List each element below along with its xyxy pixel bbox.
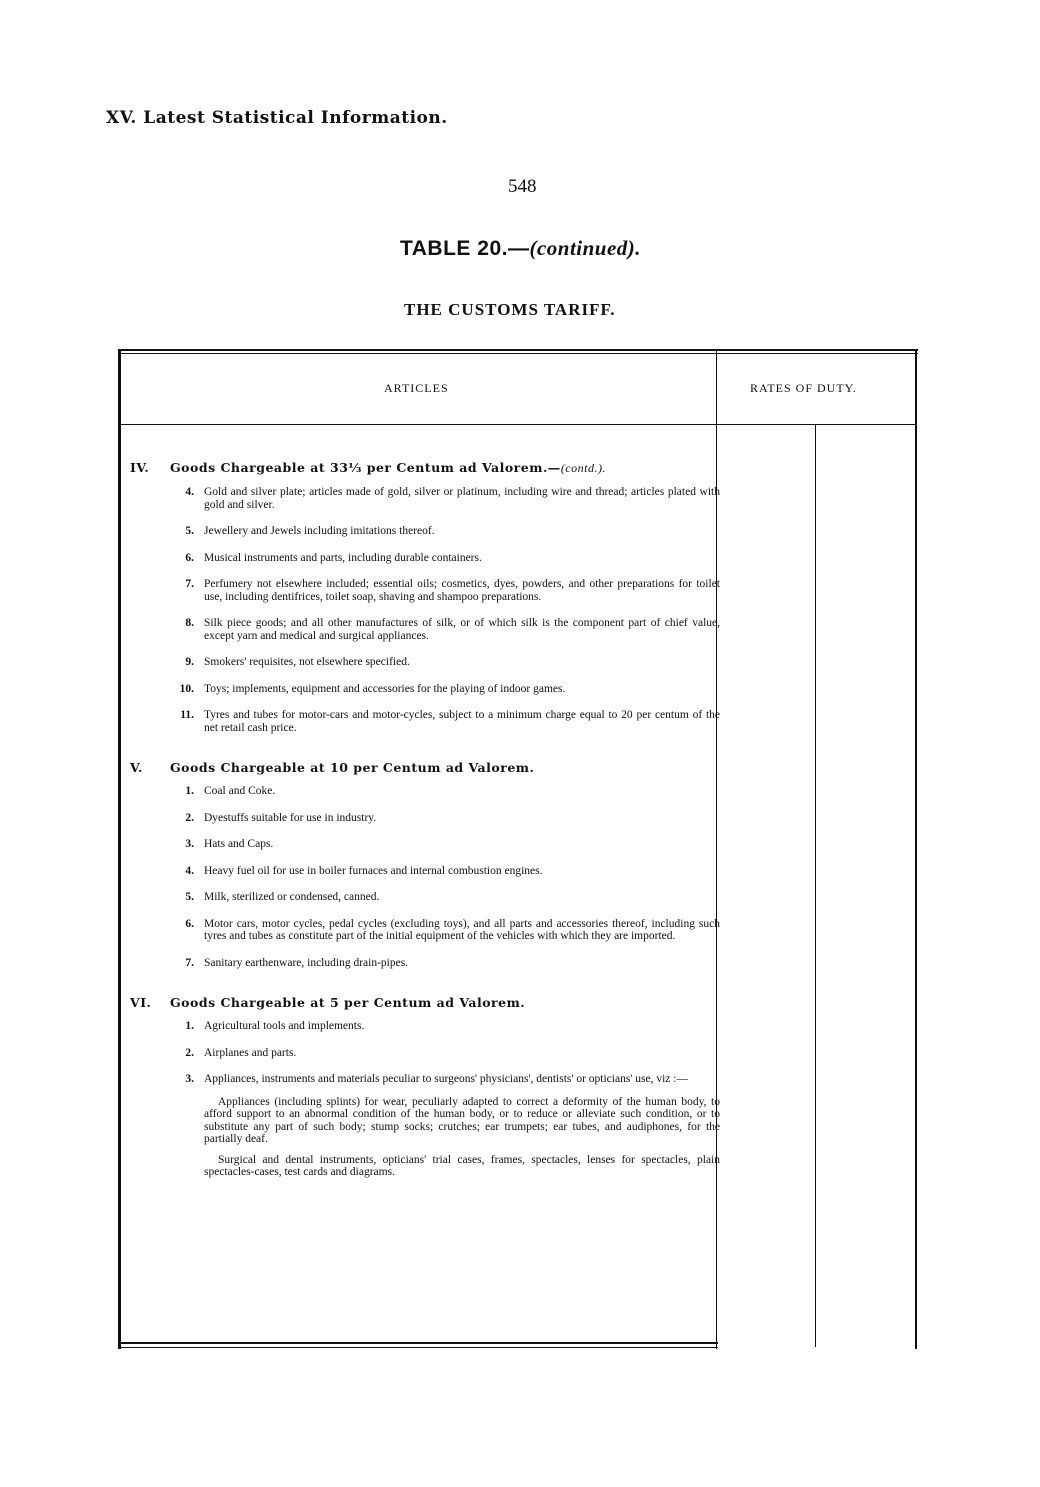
list-item [130, 785, 720, 798]
frame-bottom-line [118, 1342, 718, 1344]
group-heading [130, 760, 720, 775]
item-text: Smokers' requisites, not elsewhere specified. [204, 656, 410, 668]
item-text: Hats and Caps. [204, 838, 274, 850]
item-text: Dyestuffs suitable for use in industry. [204, 811, 377, 824]
item-number: 11. [180, 709, 194, 721]
tariff-articles [130, 460, 720, 1205]
list-item [130, 1073, 720, 1086]
item-number: 5. [185, 891, 194, 903]
list-item [130, 525, 720, 538]
table-title-main: TABLE 20.— [400, 237, 530, 260]
item-text: Sanitary earthenware, including drain-pipes. [204, 956, 409, 969]
item-number: 8. [185, 617, 194, 629]
group-number: VI. [130, 995, 152, 1010]
item-number: 4. [185, 486, 194, 498]
item-number: 2. [185, 811, 194, 824]
item-number: 1. [185, 785, 194, 797]
item-number: 7. [185, 956, 194, 969]
list-item [130, 617, 720, 642]
tariff-title: THE CUSTOMS TARIFF. [404, 300, 616, 319]
item-text: Milk, sterilized or condensed, canned. [204, 891, 380, 903]
frame-bottom-line-inner [118, 1347, 718, 1348]
table-title-continued: (continued). [529, 236, 642, 260]
item-text: Gold and silver plate; articles made of gold, silver or platinum, including wire and thread; articles plated with gold and silver. [204, 486, 720, 511]
group-number: V. [130, 760, 143, 775]
item-text: Tyres and tubes for motor-cars and motor-cycles, subject to a minimum charge equal to 20 per centum of the net retail cash price. [204, 709, 720, 734]
item-text: Silk piece goods; and all other manufactures of silk, or of which silk is the component part of chief value, except yarn and medical and surgical appliances. [204, 617, 720, 642]
item-number: 2. [185, 1046, 194, 1059]
item-text: Jewellery and Jewels including imitations thereof. [204, 525, 435, 537]
list-item [130, 957, 720, 970]
group-heading [130, 460, 720, 476]
sub-paragraph: Appliances (including splints) for wear, peculiarly adapted to correct a deformity of the human body, to afford support to an abnormal condition of the human body, or to reduce or alleviate such condition, or to substitute any part of such body; stump socks; crutches; ear trumpets; ear tubes, and audiphones, for the partially deaf. [204, 1095, 720, 1145]
list-item [130, 683, 720, 696]
list-item [130, 1047, 720, 1060]
group-vi [130, 995, 720, 1179]
frame-left-line [118, 349, 121, 1349]
item-number: 9. [185, 656, 194, 668]
section-heading: XV. Latest Statistical Information. [106, 108, 448, 128]
item-number: 5. [185, 525, 194, 537]
list-item [130, 709, 720, 734]
item-text: Appliances, instruments and materials peculiar to surgeons' physicians', dentists' or opticians' use, viz :— [204, 1073, 688, 1085]
header-rule [118, 424, 916, 425]
list-item [130, 1020, 720, 1033]
rates-subdivider [815, 425, 816, 1347]
frame-right-line [915, 349, 917, 1349]
list-item [130, 918, 720, 943]
group-iv [130, 460, 720, 734]
page-number: 548 [508, 176, 537, 197]
frame-top-line [118, 349, 918, 351]
item-text: Motor cars, motor cycles, pedal cycles (excluding toys), and all parts and accessories thereof, including such tyres and tubes as constitute part of the initial equipment of the vehicles with which they are imported. [204, 917, 720, 942]
list-item [130, 891, 720, 904]
list-item [130, 865, 720, 878]
item-number: 3. [185, 838, 194, 850]
item-number: 3. [185, 1073, 194, 1085]
item-text: Agricultural tools and implements. [204, 1020, 365, 1032]
group-contd: (contd.). [560, 461, 606, 475]
item-text: Airplanes and parts. [204, 1046, 297, 1059]
group-heading [130, 995, 720, 1010]
sub-paragraph: Surgical and dental instruments, opticians' trial cases, frames, spectacles, lenses for spectacles, plain spectacles-cases, test cards and diagrams. [204, 1153, 720, 1178]
frame-top-line-inner [118, 353, 918, 354]
item-text: Coal and Coke. [204, 785, 276, 797]
list-item [130, 552, 720, 565]
list-item [130, 656, 720, 669]
item-text: Perfumery not elsewhere included; essential oils; cosmetics, dyes, powders, and other preparations for toilet use, including dentifrices, toilet soap, shaving and shampoo preparations. [204, 578, 720, 603]
item-text: Toys; implements, equipment and accessories for the playing of indoor games. [204, 682, 566, 695]
group-number: IV. [130, 460, 150, 475]
table-title [400, 236, 641, 261]
column-header-rates: RATES OF DUTY. [750, 381, 857, 395]
item-number: 1. [185, 1020, 194, 1032]
item-number: 4. [185, 864, 194, 877]
group-title: Goods Chargeable at 33⅓ per Centum ad Valorem.— [170, 460, 561, 475]
list-item [130, 486, 720, 511]
item-number: 6. [185, 551, 194, 564]
item-number: 6. [185, 917, 194, 930]
column-header-articles: ARTICLES [384, 381, 449, 395]
item-number: 7. [185, 578, 194, 590]
group-title: Goods Chargeable at 5 per Centum ad Valorem. [170, 995, 526, 1010]
group-title: Goods Chargeable at 10 per Centum ad Valorem. [170, 760, 535, 775]
item-number: 10. [179, 682, 194, 695]
item-text: Musical instruments and parts, including durable containers. [204, 551, 482, 564]
list-item [130, 812, 720, 825]
group-v [130, 760, 720, 969]
list-item [130, 838, 720, 851]
list-item [130, 578, 720, 603]
item-text: Heavy fuel oil for use in boiler furnaces and internal combustion engines. [204, 864, 543, 877]
